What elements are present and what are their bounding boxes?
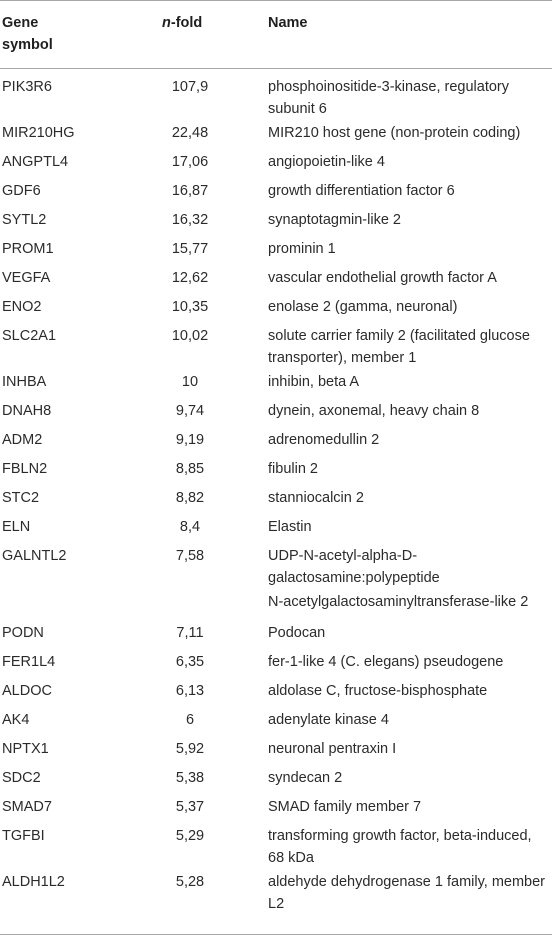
table-row <box>0 673 552 702</box>
cell-nfold: 8,82 <box>175 490 205 506</box>
cell-nfold: 9,74 <box>175 403 205 419</box>
cell-gene-name: fer-1-like 4 (C. elegans) pseudogene <box>268 654 504 670</box>
cell-gene-name: aldolase C, fructose-bisphosphate <box>268 683 488 699</box>
table-row <box>0 584 552 615</box>
cell-gene-name: SMAD family member 7 <box>268 799 422 815</box>
cell-gene-symbol: ENO2 <box>2 299 42 315</box>
cell-gene-symbol: SMAD7 <box>2 799 52 815</box>
cell-nfold: 10,35 <box>171 299 209 315</box>
cell-gene-name: UDP-N-acetyl-alpha-D-galactosamine:polypeptide <box>268 548 440 586</box>
cell-gene-symbol: PROM1 <box>2 241 54 257</box>
cell-gene-symbol: ADM2 <box>2 432 43 448</box>
cell-gene-symbol: SLC2A1 <box>2 328 57 344</box>
cell-gene-symbol: NPTX1 <box>2 741 49 757</box>
cell-gene-name: solute carrier family 2 (facilitated glucose transporter), member 1 <box>268 328 530 366</box>
cell-nfold: 17,06 <box>171 154 209 170</box>
header-name: Name <box>268 15 308 31</box>
cell-gene-symbol: GALNTL2 <box>2 548 67 564</box>
table-row <box>0 615 552 644</box>
cell-gene-name: phosphoinositide-3-kinase, regulatory subunit 6 <box>268 79 510 117</box>
cell-gene-symbol: ALDOC <box>2 683 52 699</box>
cell-nfold: 6,35 <box>175 654 205 670</box>
cell-nfold: 5,28 <box>175 874 205 890</box>
cell-gene-name: prominin 1 <box>268 241 336 257</box>
cell-nfold: 15,77 <box>171 241 209 257</box>
header-nfold-italic: n <box>162 15 171 31</box>
table-row <box>0 393 552 422</box>
table-row <box>0 509 552 538</box>
table-row <box>0 731 552 760</box>
cell-gene-symbol: TGFBI <box>2 828 45 844</box>
cell-nfold: 7,11 <box>176 625 204 641</box>
table-row <box>0 422 552 451</box>
cell-gene-name: N-acetylgalactosaminyltransferase-like 2 <box>268 594 529 610</box>
cell-gene-symbol: PODN <box>2 625 44 641</box>
cell-gene-symbol: GDF6 <box>2 183 41 199</box>
cell-gene-name: fibulin 2 <box>268 461 318 477</box>
cell-gene-name: adrenomedullin 2 <box>268 432 380 448</box>
table-row <box>0 818 552 864</box>
cell-gene-name: enolase 2 (gamma, neuronal) <box>268 299 458 315</box>
cell-gene-name: Elastin <box>268 519 312 535</box>
cell-gene-name: syndecan 2 <box>268 770 343 786</box>
cell-gene-name: Podocan <box>268 625 326 641</box>
cell-gene-symbol: VEGFA <box>2 270 51 286</box>
table-row <box>0 173 552 202</box>
cell-gene-name: angiopoietin-like 4 <box>268 154 385 170</box>
cell-gene-symbol: DNAH8 <box>2 403 52 419</box>
cell-nfold: 5,92 <box>175 741 205 757</box>
table-row <box>0 144 552 173</box>
cell-gene-symbol: SYTL2 <box>2 212 47 228</box>
cell-gene-name: synaptotagmin-like 2 <box>268 212 401 228</box>
cell-gene-name: transforming growth factor, beta-induced, 68 kDa <box>268 828 532 866</box>
cell-nfold: 22,48 <box>171 125 209 141</box>
table-row <box>0 260 552 289</box>
cell-nfold: 9,19 <box>175 432 205 448</box>
table-row <box>0 364 552 393</box>
cell-gene-name: neuronal pentraxin I <box>268 741 397 757</box>
table-body <box>0 69 552 910</box>
cell-gene-symbol: INHBA <box>2 374 47 390</box>
cell-nfold: 12,62 <box>171 270 209 286</box>
cell-nfold: 8,85 <box>175 461 205 477</box>
header-gene-line1: Gene <box>2 15 39 31</box>
cell-nfold: 6 <box>185 712 195 728</box>
table-row <box>0 451 552 480</box>
cell-gene-name: dynein, axonemal, heavy chain 8 <box>268 403 480 419</box>
cell-gene-symbol: STC2 <box>2 490 40 506</box>
cell-gene-name: adenylate kinase 4 <box>268 712 389 728</box>
cell-nfold: 5,29 <box>175 828 205 844</box>
cell-gene-symbol: SDC2 <box>2 770 41 786</box>
table-row <box>0 702 552 731</box>
table-bottom-rule <box>0 934 552 935</box>
header-nfold-rest: -fold <box>170 15 203 31</box>
cell-nfold: 7,58 <box>175 548 205 564</box>
cell-nfold: 107,9 <box>171 79 209 95</box>
cell-nfold: 5,37 <box>175 799 205 815</box>
table-row <box>0 69 552 115</box>
table-row <box>0 864 552 910</box>
cell-gene-name: vascular endothelial growth factor A <box>268 270 497 286</box>
header-gene-symbol <box>2 12 53 56</box>
table-row <box>0 202 552 231</box>
table-top-rule <box>0 0 552 1</box>
cell-gene-name: growth differentiation factor 6 <box>268 183 455 199</box>
table-row <box>0 231 552 260</box>
cell-gene-symbol: PIK3R6 <box>2 79 52 95</box>
table-row <box>0 760 552 789</box>
cell-gene-symbol: ELN <box>2 519 31 535</box>
cell-gene-symbol: AK4 <box>2 712 30 728</box>
cell-nfold: 8,4 <box>179 519 201 535</box>
table-row <box>0 289 552 318</box>
cell-gene-name: MIR210 host gene (non-protein coding) <box>268 125 521 141</box>
cell-gene-symbol: ALDH1L2 <box>2 874 65 890</box>
cell-nfold: 10 <box>181 374 199 390</box>
cell-gene-name: aldehyde dehydrogenase 1 family, member L2 <box>268 874 546 912</box>
cell-nfold: 16,87 <box>171 183 209 199</box>
cell-gene-symbol: FBLN2 <box>2 461 48 477</box>
cell-gene-symbol: ANGPTL4 <box>2 154 69 170</box>
cell-nfold: 16,32 <box>171 212 209 228</box>
table-row <box>0 480 552 509</box>
cell-gene-name: stanniocalcin 2 <box>268 490 364 506</box>
table-row <box>0 644 552 673</box>
cell-nfold: 6,13 <box>175 683 205 699</box>
table-row <box>0 789 552 818</box>
table-row <box>0 115 552 144</box>
table-row <box>0 538 552 584</box>
cell-nfold: 10,02 <box>171 328 209 344</box>
table-row <box>0 318 552 364</box>
cell-gene-symbol: MIR210HG <box>2 125 75 141</box>
cell-nfold: 5,38 <box>175 770 205 786</box>
cell-gene-symbol: FER1L4 <box>2 654 56 670</box>
cell-gene-name: inhibin, beta A <box>268 374 360 390</box>
header-gene-line2: symbol <box>2 37 53 53</box>
